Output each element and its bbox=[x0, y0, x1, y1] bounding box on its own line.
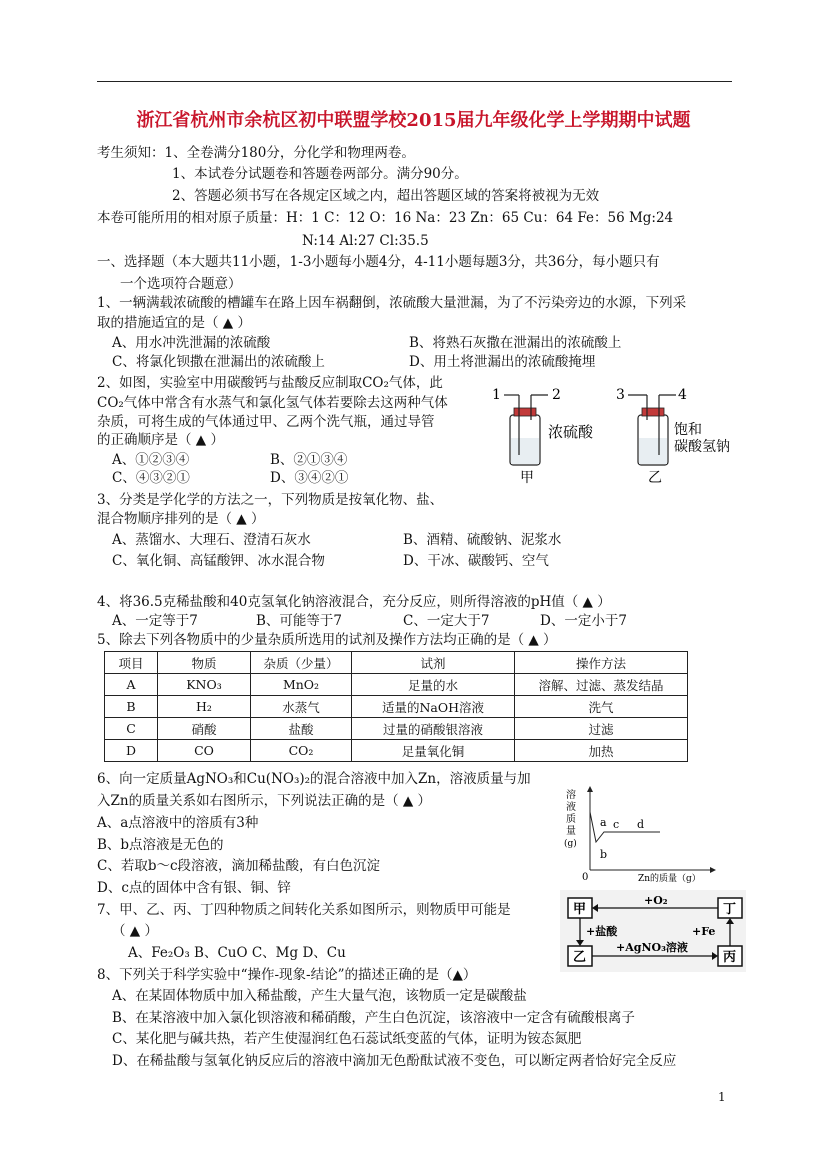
zn-mass-graph bbox=[560, 784, 730, 884]
table-header: 操作方法 bbox=[515, 652, 688, 674]
bottle-label-yi: 乙 bbox=[648, 470, 662, 486]
label-plus-agno3: +AgNO₃溶液 bbox=[616, 941, 688, 954]
notes-line2: 1、本试卷分试题卷和答题卷两部分。满分90分。 bbox=[172, 166, 468, 182]
q3-option-d: D、干冰、碳酸钙、空气 bbox=[403, 553, 549, 569]
q2-option-c: C、④③②① bbox=[112, 470, 190, 486]
q1-option-b: B、将熟石灰撒在泄漏出的浓硫酸上 bbox=[409, 335, 622, 351]
label-plus-fe: +Fe bbox=[692, 925, 716, 938]
page-number: 1 bbox=[718, 1090, 726, 1104]
point-d: d bbox=[637, 818, 645, 831]
q6-option-a: A、a点溶液中的溶质有3种 bbox=[97, 815, 259, 831]
table-row bbox=[105, 696, 688, 718]
port-3: 3 bbox=[616, 387, 625, 403]
table-cell: 水蒸气 bbox=[251, 696, 352, 718]
table-header: 杂质（少量） bbox=[251, 652, 352, 674]
q6-option-b: B、b点溶液是无色的 bbox=[97, 837, 224, 853]
table-header: 物质 bbox=[158, 652, 251, 674]
q4-option-a: A、一定等于7 bbox=[112, 613, 198, 629]
table-cell: A bbox=[105, 674, 158, 696]
table-cell: 溶解、过滤、蒸发结晶 bbox=[515, 674, 688, 696]
table-cell: 足量氧化铜 bbox=[352, 740, 515, 762]
q6-option-c: C、若取b～c段溶液，滴加稀盐酸，有白色沉淀 bbox=[97, 858, 381, 874]
bottle-label-jia: 甲 bbox=[520, 470, 534, 486]
q6-option-d: D、c点的固体中含有银、铜、锌 bbox=[97, 880, 291, 896]
notes-line1: 考生须知：1、全卷满分180分，分化学和物理两卷。 bbox=[97, 145, 415, 161]
node-yi: 乙 bbox=[573, 950, 587, 965]
table-cell: 硝酸 bbox=[158, 718, 251, 740]
point-b: b bbox=[600, 848, 608, 861]
q8-option-a: A、在某固体物质中加入稀盐酸，产生大量气泡，该物质一定是碳酸盐 bbox=[112, 988, 527, 1004]
table-cell: 适量的NaOH溶液 bbox=[352, 696, 515, 718]
port-1: 1 bbox=[492, 387, 501, 403]
q5-table bbox=[104, 651, 688, 762]
bottle-yi bbox=[628, 395, 676, 465]
q1-option-c: C、将氯化钡撒在泄漏出的浓硫酸上 bbox=[112, 354, 325, 370]
q7-stem-cont: （ ▲ ） bbox=[112, 923, 158, 939]
section-heading-cont: 一个选项符合题意） bbox=[120, 276, 242, 292]
atomic-mass-line2: N:14 Al:27 Cl:35.5 bbox=[302, 233, 429, 249]
table-cell: MnO₂ bbox=[251, 674, 352, 696]
q3-option-a: A、蒸馏水、大理石、澄清石灰水 bbox=[112, 532, 311, 548]
q3-stem: 3、分类是学化学的方法之一，下列物质是按氧化物、盐、 bbox=[97, 492, 444, 508]
substance-conversion-diagram bbox=[560, 890, 748, 974]
table-row bbox=[105, 718, 688, 740]
q1-stem: 1、一辆满载浓硫酸的槽罐车在路上因车祸翻倒，浓硫酸大量泄漏，为了不污染旁边的水源，下列采 bbox=[97, 295, 687, 311]
q8-stem: 8、下列关于科学实验中“操作-现象-结论”的描述正确的是（▲） bbox=[97, 967, 477, 983]
table-header-row bbox=[105, 652, 688, 674]
table-cell: KNO₃ bbox=[158, 674, 251, 696]
section-heading: 一、选择题（本大题共11小题，1-3小题每小题4分，4-11小题每题3分，共36分，每小题只有 bbox=[97, 254, 660, 270]
table-cell: D bbox=[105, 740, 158, 762]
q2-stem-3: 杂质，可将生成的气体通过甲、乙两个洗气瓶，通过导管 bbox=[97, 414, 435, 430]
q1-option-d: D、用土将泄漏出的浓硫酸掩埋 bbox=[409, 354, 596, 370]
table-cell: 过滤 bbox=[515, 718, 688, 740]
table-cell: CO bbox=[158, 740, 251, 762]
q4-option-b: B、可能等于7 bbox=[256, 613, 343, 629]
q7-options: A、Fe₂O₃ B、CuO C、Mg D、Cu bbox=[128, 945, 346, 961]
notes-line3: 2、答题必须书写在各规定区域之内，超出答题区域的答案将被视为无效 bbox=[172, 188, 600, 204]
y-label-char: 溶 bbox=[566, 790, 576, 801]
q4-option-d: D、一定小于7 bbox=[540, 613, 627, 629]
table-header: 项目 bbox=[105, 652, 158, 674]
q4-option-c: C、一定大于7 bbox=[403, 613, 490, 629]
port-4: 4 bbox=[678, 387, 687, 403]
liquid-sodium-bicarbonate: 碳酸氢钠 bbox=[674, 439, 730, 455]
table-cell: B bbox=[105, 696, 158, 718]
q2-stem-4: 的正确顺序是（ ▲ ） bbox=[97, 432, 224, 448]
table-cell: 洗气 bbox=[515, 696, 688, 718]
q3-option-c: C、氧化铜、高锰酸钾、冰水混合物 bbox=[112, 553, 325, 569]
q2-stem: 2、如图，实验室中用碳酸钙与盐酸反应制取CO₂气体，此 bbox=[97, 375, 443, 391]
q8-option-c: C、某化肥与碱共热，若产生使湿润红色石蕊试纸变蓝的气体，证明为铵态氮肥 bbox=[112, 1031, 582, 1047]
label-plus-hcl: +盐酸 bbox=[586, 925, 618, 938]
label-plus-o2: +O₂ bbox=[644, 894, 668, 907]
q1-stem-cont: 取的措施适宜的是（ ▲ ） bbox=[97, 315, 251, 331]
origin-label: 0 bbox=[582, 872, 589, 883]
node-ding: 丁 bbox=[723, 902, 737, 917]
q6-stem-cont: 入Zn的质量关系如右图所示，下列说法正确的是（ ▲ ） bbox=[97, 793, 432, 809]
q6-stem: 6、向一定质量AgNO₃和Cu(NO₃)₂的混合溶液中加入Zn，溶液质量与加 bbox=[97, 771, 531, 787]
q5-stem: 5、除去下列各物质中的少量杂质所选用的试剂及操作方法均正确的是（ ▲ ） bbox=[97, 632, 557, 648]
table-cell: 足量的水 bbox=[352, 674, 515, 696]
y-label-char: 质 bbox=[566, 814, 576, 825]
y-label-char: 量 bbox=[566, 826, 576, 837]
table-row bbox=[105, 674, 688, 696]
q2-stem-2: CO₂气体中常含有水蒸气和氯化氢气体若要除去这两种气体 bbox=[97, 395, 448, 411]
point-a: a bbox=[600, 816, 607, 829]
q2-option-b: B、②①③④ bbox=[270, 452, 348, 468]
q2-option-d: D、③④②① bbox=[270, 470, 349, 486]
table-cell: C bbox=[105, 718, 158, 740]
atomic-mass-line1: 本卷可能所用的相对原子质量：H：1 C：12 O：16 Na：23 Zn：65 Cu：64 Fe：56 Mg:24 bbox=[97, 210, 674, 226]
liquid-saturated: 饱和 bbox=[674, 422, 702, 438]
node-bing: 丙 bbox=[723, 950, 737, 965]
q1-option-a: A、用水冲洗泄漏的浓硫酸 bbox=[112, 335, 271, 351]
table-cell: H₂ bbox=[158, 696, 251, 718]
x-axis-label: Zn的质量（g） bbox=[638, 874, 701, 884]
node-jia: 甲 bbox=[573, 902, 587, 917]
port-2: 2 bbox=[552, 387, 561, 403]
y-label-char: 液 bbox=[566, 802, 576, 813]
bottle-jia bbox=[504, 395, 548, 465]
q8-option-b: B、在某溶液中加入氯化钡溶液和稀硝酸，产生白色沉淀，该溶液中一定含有硫酸根离子 bbox=[112, 1010, 635, 1026]
table-cell: 过量的硝酸银溶液 bbox=[352, 718, 515, 740]
table-cell: 盐酸 bbox=[251, 718, 352, 740]
gas-washing-bottles-figure bbox=[488, 380, 778, 490]
q7-stem: 7、甲、乙、丙、丁四种物质之间转化关系如图所示，则物质甲可能是 bbox=[97, 902, 511, 918]
y-label-unit: (g) bbox=[564, 839, 577, 849]
table-cell: CO₂ bbox=[251, 740, 352, 762]
q8-option-d: D、在稀盐酸与氢氧化钠反应后的溶液中滴加无色酚酞试液不变色，可以断定两者恰好完全反应 bbox=[112, 1053, 677, 1069]
table-header: 试剂 bbox=[352, 652, 515, 674]
table-row bbox=[105, 740, 688, 762]
point-c: c bbox=[613, 818, 620, 831]
q4-stem: 4、将36.5克稀盐酸和40克氢氧化钠溶液混合，充分反应，则所得溶液的pH值（ ▲ ） bbox=[97, 594, 611, 610]
liquid-conc-sulfuric: 浓硫酸 bbox=[548, 423, 594, 441]
header-rule bbox=[97, 81, 732, 82]
page-title: 浙江省杭州市余杭区初中联盟学校2015届九年级化学上学期期中试题 bbox=[136, 110, 691, 131]
q3-stem-cont: 混合物顺序排列的是（ ▲ ） bbox=[97, 511, 265, 527]
q3-option-b: B、酒精、硫酸钠、泥浆水 bbox=[403, 532, 562, 548]
q2-option-a: A、①②③④ bbox=[112, 452, 190, 468]
table-cell: 加热 bbox=[515, 740, 688, 762]
